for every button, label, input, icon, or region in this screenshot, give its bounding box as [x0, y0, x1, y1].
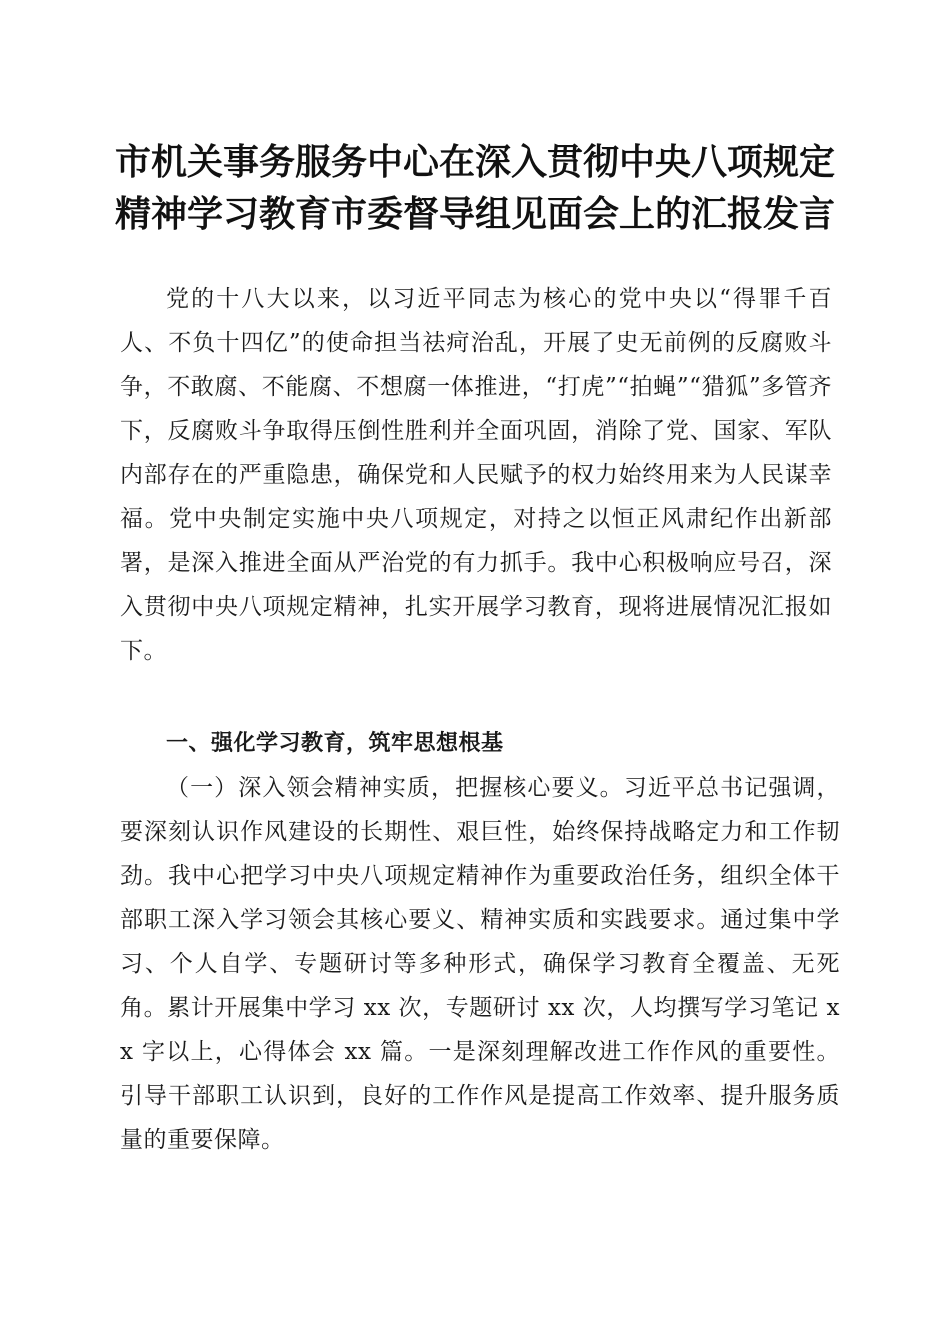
title-line-2: 精神学习教育市委督导组见面会上的汇报发言 — [114, 193, 835, 235]
intro-paragraph: 党的十八大以来，以习近平同志为核心的党中央以“得罪千百人、不负十四亿”的使命担当祛疴治乱，开展了史无前例的反腐败斗争，不敢腐、不能腐、不想腐一体推进，“打虎”“拍蝇”“猎狐”多管齐下，反腐败斗争取得压倒性胜利并全面巩固，消除了党、国家、军队内部存在的严重隐患，确保党和人民赋予的权力始终用来为人民谋幸福。党中央制定实施中央八项规定，对持之以恒正风肃纪作出新部署，是深入推进全面从严治党的有力抓手。我中心积极响应号召，深入贯彻中央八项规定精神，扎实开展学习教育，现将进展情况汇报如下。 — [120, 286, 832, 664]
section-heading: 一、强化学习教育，筑牢思想根基 — [166, 731, 504, 756]
title-line-1: 市机关事务服务中心在深入贯彻中央八项规定 — [114, 141, 835, 183]
body-paragraph: （一）深入领会精神实质，把握核心要义。习近平总书记强调，要深刻认识作风建设的长期性、艰巨性，始终保持战略定力和工作韧劲。我中心把学习中央八项规定精神作为重要政治任务，组织全体干部职工深入学习领会其核心要义、精神实质和实践要求。通过集中学习、个人自学、专题研讨等多种形式，确保学习教育全覆盖、无死角。累计开展集中学习 xx 次，专题研讨 xx 次，人均撰写学习笔记 xx 字以上，心得体会 xx 篇。一是深刻理解改进工作作风的重要性。引导干部职工认识到，良好的工作作风是提高工作效率、提升服务质量的重要保障。 — [120, 775, 840, 1153]
document-title — [90, 136, 860, 240]
